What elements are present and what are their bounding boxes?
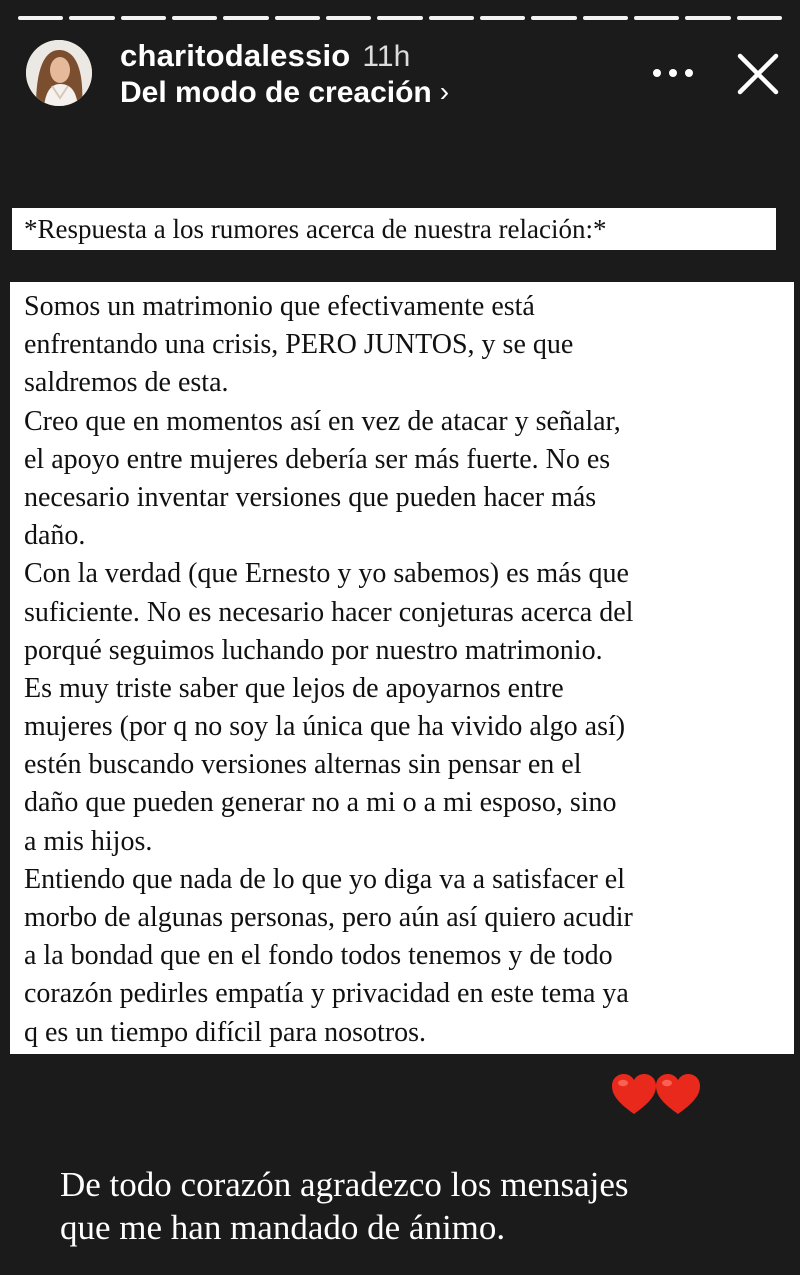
statement-line: saldremos de esta. bbox=[24, 367, 229, 399]
progress-segment bbox=[223, 16, 268, 20]
creation-mode-link[interactable] bbox=[120, 75, 449, 111]
statement-line: el apoyo entre mujeres debería ser más fuerte. No es bbox=[24, 443, 611, 475]
progress-segment bbox=[480, 16, 525, 20]
profile-avatar[interactable] bbox=[26, 40, 92, 106]
statement-line: Es muy triste saber que lejos de apoyarnos entre bbox=[24, 672, 564, 704]
statement-heading: *Respuesta a los rumores acerca de nuestra relación:* bbox=[12, 208, 776, 250]
statement-line: mujeres (por q no soy la única que ha vivido algo así) bbox=[24, 711, 626, 743]
statement-line: q es un tiempo difícil para nosotros. bbox=[24, 1016, 427, 1048]
statement-line: Con la verdad (que Ernesto y yo sabemos) es más que bbox=[24, 558, 629, 590]
progress-segment bbox=[275, 16, 320, 20]
chevron-right-icon: › bbox=[439, 76, 450, 107]
progress-segment bbox=[18, 16, 63, 20]
story-progress-bar bbox=[18, 16, 782, 20]
statement-line: morbo de algunas personas, pero aún así quiero acudir bbox=[24, 902, 633, 933]
progress-segment bbox=[583, 16, 628, 20]
statement-line: a la bondad que en el fondo todos tenemos y de todo bbox=[24, 940, 613, 972]
red-heart-icon bbox=[610, 1072, 658, 1116]
progress-segment bbox=[685, 16, 730, 20]
statement-line: daño. bbox=[24, 520, 86, 552]
more-options-button[interactable] bbox=[648, 56, 698, 90]
progress-segment bbox=[121, 16, 166, 20]
statement-line: Creo que en momentos así en vez de atacar y señalar, bbox=[24, 405, 621, 437]
statement-line: a mis hijos. bbox=[24, 825, 153, 857]
statement-line: estén buscando versiones alternas sin pensar en el bbox=[24, 749, 582, 781]
statement-line: enfrentando una crisis, PERO JUNTOS, y se que bbox=[24, 329, 574, 361]
progress-segment bbox=[429, 16, 474, 20]
statement-line: porqué seguimos luchando por nuestro matrimonio. bbox=[24, 634, 603, 666]
statement-line: Somos un matrimonio que efectivamente está bbox=[24, 291, 535, 322]
username[interactable]: charitodalessio bbox=[120, 38, 351, 73]
red-heart-icon bbox=[654, 1072, 702, 1116]
progress-segment bbox=[377, 16, 422, 20]
statement-line: necesario inventar versiones que pueden hacer más bbox=[24, 481, 597, 513]
progress-segment bbox=[737, 16, 782, 20]
progress-segment bbox=[531, 16, 576, 20]
statement-line: corazón pedirles empatía y privacidad en este tema ya bbox=[24, 978, 629, 1010]
statement-line: suficiente. No es necesario hacer conjeturas acerca del bbox=[24, 596, 634, 628]
progress-segment bbox=[69, 16, 114, 20]
avatar-photo-icon bbox=[26, 40, 92, 106]
progress-segment bbox=[634, 16, 679, 20]
close-icon bbox=[734, 50, 782, 98]
creation-mode-label: Del modo de creación bbox=[120, 76, 432, 109]
caption-line: De todo corazón agradezco los mensajes bbox=[60, 1165, 629, 1204]
more-horizontal-icon bbox=[651, 68, 695, 78]
story-author-info bbox=[120, 38, 449, 111]
statement-body bbox=[10, 282, 794, 1054]
close-button[interactable] bbox=[734, 50, 782, 98]
caption-line: que me han mandado de ánimo. bbox=[60, 1208, 506, 1247]
story-timestamp: 11h bbox=[362, 40, 411, 73]
story-caption bbox=[60, 1163, 780, 1249]
progress-segment bbox=[172, 16, 217, 20]
hearts-sticker bbox=[610, 1072, 698, 1116]
statement-line: daño que pueden generar no a mi o a mi esposo, sino bbox=[24, 787, 617, 819]
statement-line: Entiendo que nada de lo que yo diga va a satisfacer el bbox=[24, 863, 625, 895]
progress-segment bbox=[326, 16, 371, 20]
